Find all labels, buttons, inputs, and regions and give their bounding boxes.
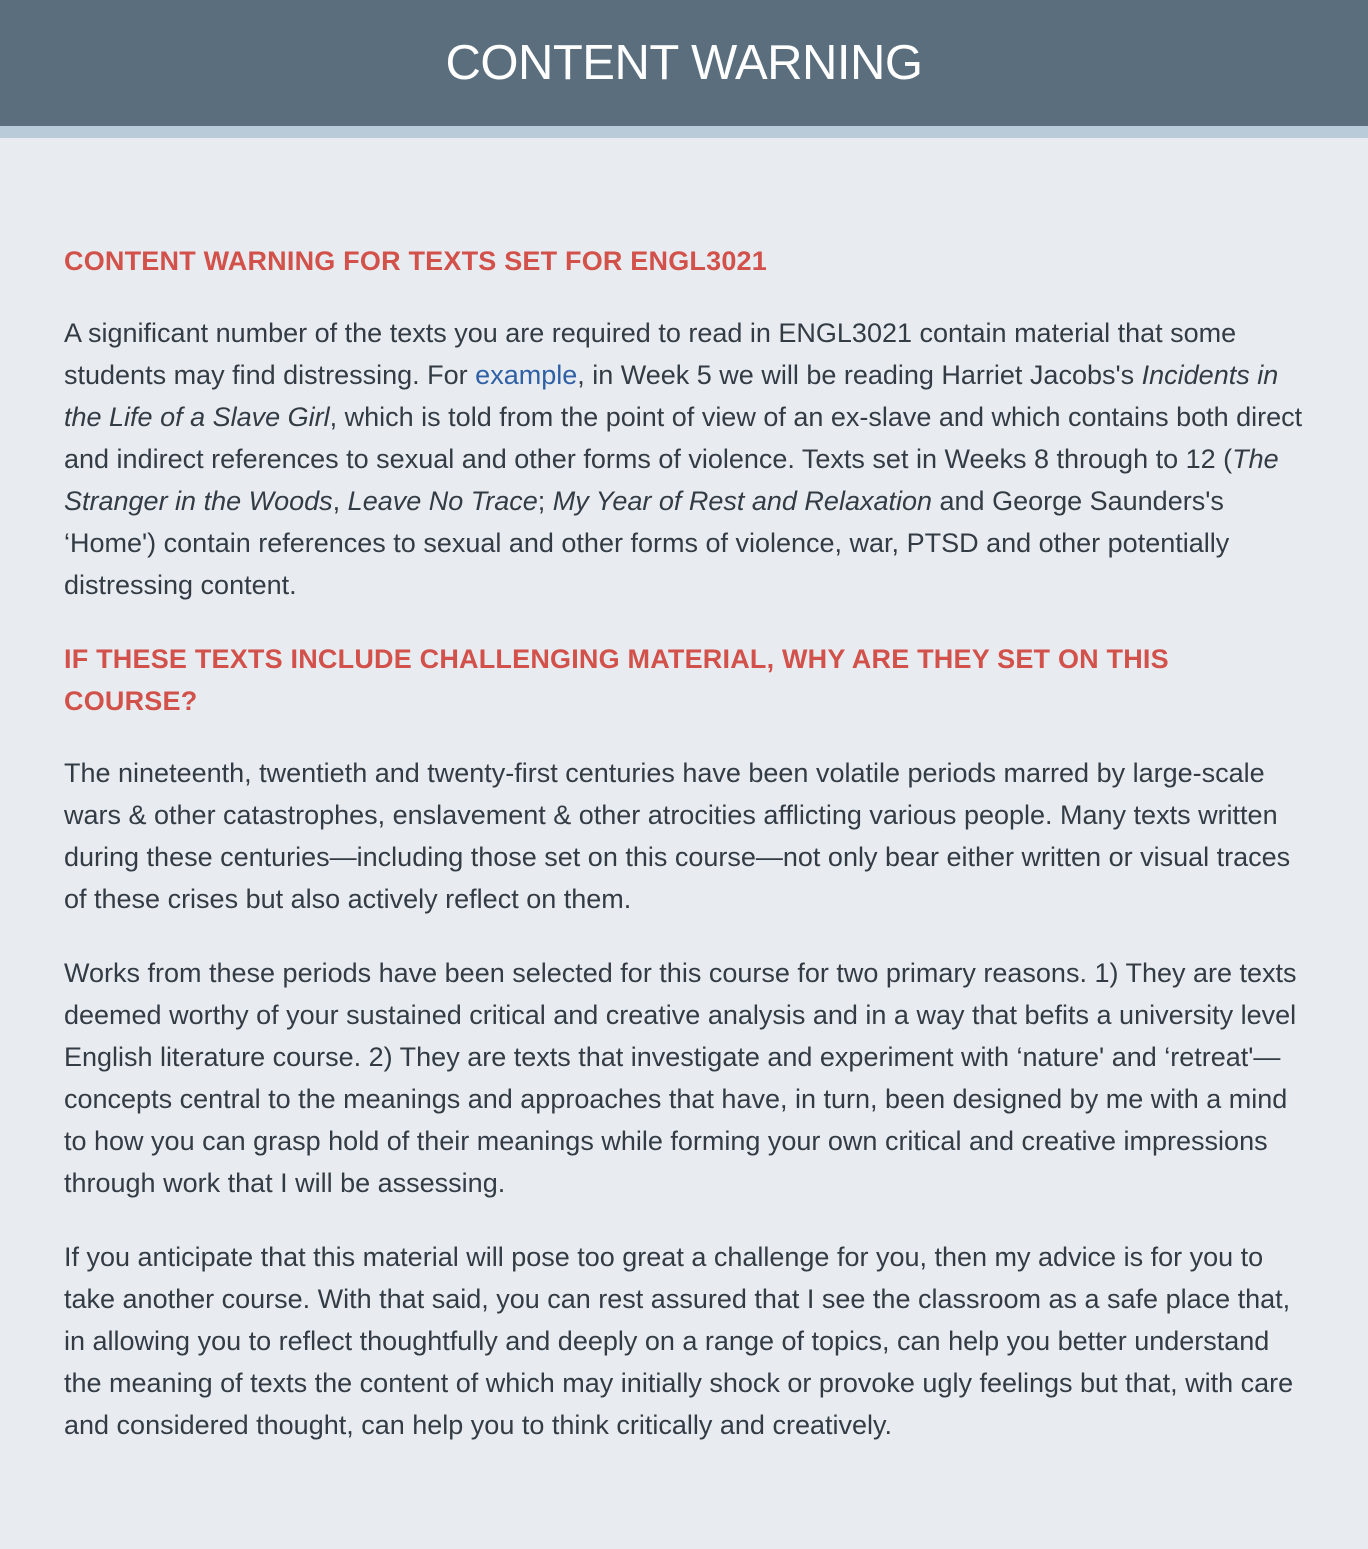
paragraph-centuries: The nineteenth, twentieth and twenty-first centuries have been volatile periods marred by large-scale wars & other catastrophes, enslavement & other atrocities afflicting various people. Many texts written during these centuries—including those set on this course—not only bear either written or visual traces of these crises but also actively reflect on them. — [64, 758, 1291, 914]
text-run: , which is told from the point of view of an ex-slave and which contains both direct and indirect references to sexual and other forms of violence. Texts set in Weeks 8 through to 12 ( — [64, 402, 1303, 474]
book-title: My Year of Rest and Relaxation — [552, 486, 933, 516]
book-title: Incidents in the Life of a Slave Girl — [64, 360, 1279, 432]
text-run: ; — [537, 486, 553, 516]
example-link[interactable]: example — [475, 360, 578, 390]
main-content — [0, 138, 1368, 1446]
page-title: CONTENT WARNING — [445, 36, 923, 90]
section-heading-why-set: IF THESE TEXTS INCLUDE CHALLENGING MATERIAL, WHY ARE THEY SET ON THIS COURSE? — [64, 644, 1169, 716]
text-run: and George Saunders's ‘Home') contain references to sexual and other forms of violence, war, PTSD and other potentially distressing content. — [64, 486, 1230, 600]
book-title: Leave No Trace — [347, 486, 538, 516]
paragraph-content-warning — [64, 312, 1306, 606]
text-run: , in Week 5 we will be reading Harriet Jacobs's — [577, 360, 1142, 390]
paragraph-advice: If you anticipate that this material will pose too great a challenge for you, then my advice is for you to take another course. With that said, you can rest assured that I see the classroom as a safe place that, in allowing you to reflect thoughtfully and deeply on a range of topics, can help you better understand the meaning of texts the content of which may initially shock or provoke ugly feelings but that, with care and considered thought, can help you to think critically and creatively. — [64, 1242, 1294, 1440]
book-title: The Stranger in the Woods — [64, 444, 1279, 516]
text-run: A significant number of the texts you are required to read in ENGL3021 contain material that some students may find distressing. For — [64, 318, 1237, 390]
section-heading-content-warning: CONTENT WARNING FOR TEXTS SET FOR ENGL3021 — [64, 246, 767, 276]
paragraph-selection-reasons: Works from these periods have been selected for this course for two primary reasons. 1) They are texts deemed worthy of your sustained critical and creative analysis and in a way that befits a university level English literature course. 2) They are texts that investigate and experiment with ‘nature' and ‘retreat'—concepts central to the meanings and approaches that have, in turn, been designed by me with a mind to how you can grasp hold of their meanings while forming your own critical and creative impressions through work that I will be assessing. — [64, 958, 1297, 1198]
page-header — [0, 0, 1368, 138]
text-run: , — [332, 486, 348, 516]
